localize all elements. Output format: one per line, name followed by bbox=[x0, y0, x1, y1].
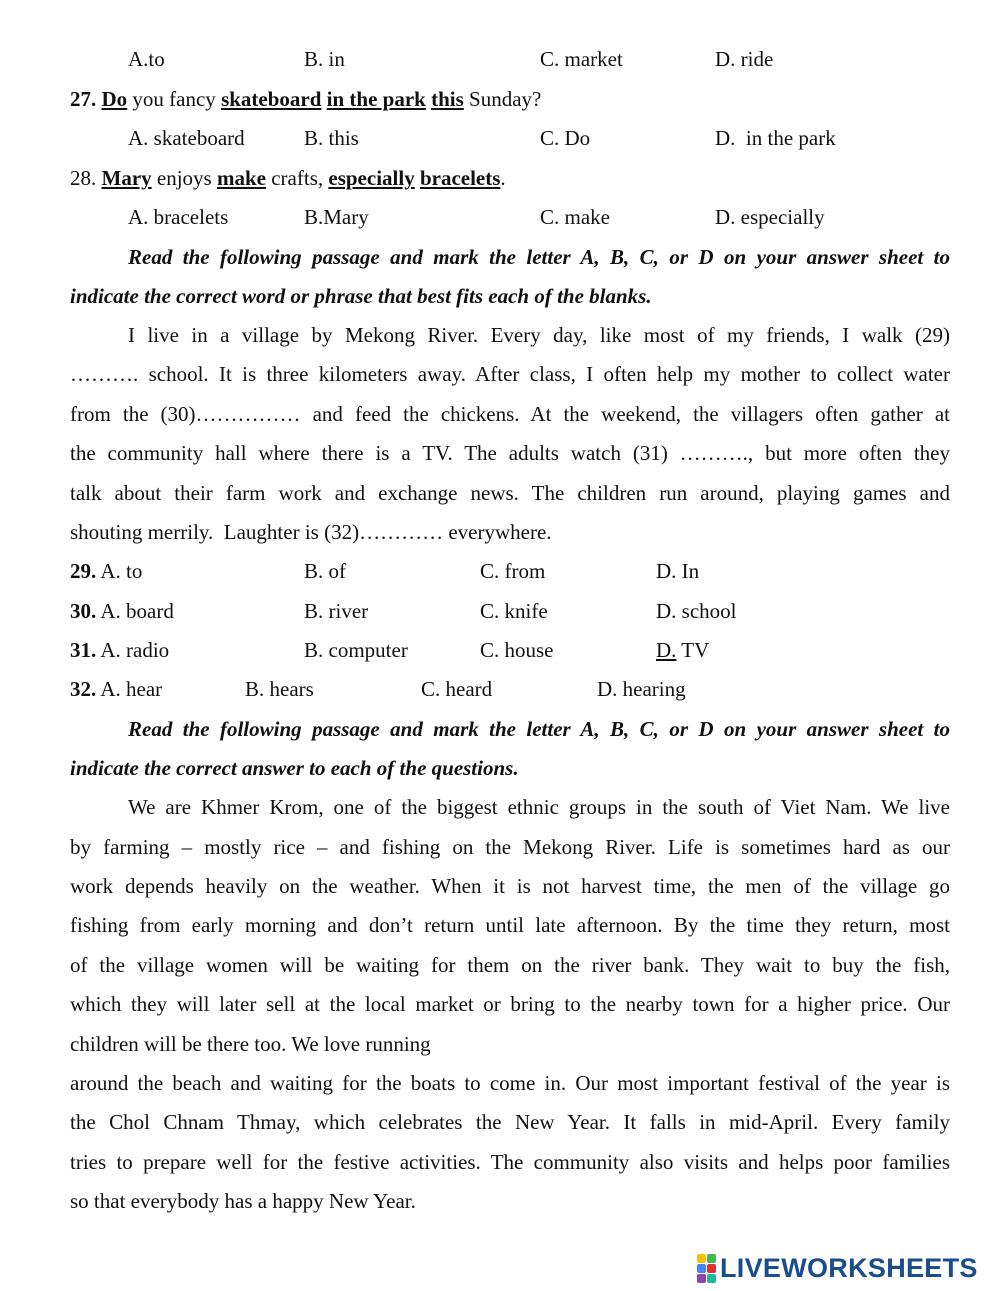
text: enjoys bbox=[151, 166, 217, 190]
q29-option-d: D. In bbox=[656, 559, 700, 583]
instruction-1-line-2: indicate the correct word or phrase that best fits each of the blanks. bbox=[70, 284, 652, 308]
q27-option-d: D. in the park bbox=[715, 126, 836, 150]
passage-2-line: We are Khmer Krom, one of the biggest ethnic groups in the south of Viet Nam. We live bbox=[128, 795, 950, 819]
q27-option-c: C. Do bbox=[540, 126, 591, 150]
q27-option-a: A. skateboard bbox=[128, 126, 245, 150]
q26-option-b: B. in bbox=[304, 47, 345, 71]
text: Sunday? bbox=[463, 87, 542, 111]
question-number: 29. bbox=[70, 559, 97, 583]
q27-option-b: B. this bbox=[304, 126, 359, 150]
passage-1-line: shouting merrily. Laughter is (32)………… everywhere. bbox=[70, 520, 552, 544]
text: crafts, bbox=[265, 166, 329, 190]
q29-option-a: A. to bbox=[96, 559, 143, 583]
text: . bbox=[500, 166, 506, 190]
text: TV bbox=[676, 638, 710, 662]
question-29 bbox=[70, 557, 142, 585]
passage-1-line: talk about their farm work and exchange news. The children run around, playing games and bbox=[70, 481, 950, 505]
passage-2-line: around the beach and waiting for the boats to come in. Our most important festival of the year is bbox=[70, 1071, 950, 1095]
question-32 bbox=[70, 675, 162, 703]
question-number: 27. bbox=[70, 87, 97, 111]
q31-option-b: B. computer bbox=[304, 638, 408, 662]
passage-2-line: so that everybody has a happy New Year. bbox=[70, 1189, 416, 1213]
question-number: 31. bbox=[70, 638, 97, 662]
passage-2-line: work depends heavily on the weather. When it is not harvest time, the men of the village go bbox=[70, 874, 950, 898]
q26-option-c: C. market bbox=[540, 47, 623, 71]
q28-option-d: D. especially bbox=[715, 205, 825, 229]
underlined-word: bracelets bbox=[419, 166, 501, 190]
q31-option-c: C. house bbox=[480, 638, 554, 662]
text: you fancy bbox=[127, 87, 222, 111]
q29-option-b: B. of bbox=[304, 559, 346, 583]
underlined-word: especially bbox=[328, 166, 415, 190]
q32-option-a: A. hear bbox=[96, 677, 163, 701]
underlined-word: in the park bbox=[326, 87, 426, 111]
passage-1-line: the community hall where there is a TV. The adults watch (31) ………., but more often they bbox=[70, 441, 950, 465]
passage-2-line: fishing from early morning and don’t return until late afternoon. By the time they return, most bbox=[70, 913, 950, 937]
q29-option-c: C. from bbox=[480, 559, 546, 583]
logo-square bbox=[697, 1254, 706, 1263]
passage-2-line: which they will later sell at the local market or bring to the nearby town for a higher price. Our bbox=[70, 992, 950, 1016]
liveworksheets-logo-icon bbox=[697, 1254, 716, 1283]
q32-option-d: D. hearing bbox=[597, 677, 686, 701]
question-28 bbox=[70, 164, 506, 192]
passage-2-line: the Chol Chnam Thmay, which celebrates the New Year. It falls in mid-April. Every family bbox=[70, 1110, 950, 1134]
underlined-word: Mary bbox=[101, 166, 152, 190]
logo-square bbox=[707, 1274, 716, 1283]
q30-option-b: B. river bbox=[304, 599, 369, 623]
question-31 bbox=[70, 636, 169, 664]
question-number: 32. bbox=[70, 677, 97, 701]
q26-option-a: A.to bbox=[128, 47, 165, 71]
underlined-word: make bbox=[216, 166, 266, 190]
passage-2-line: by farming – mostly rice – and fishing on the Mekong River. Life is sometimes hard as our bbox=[70, 835, 950, 859]
logo-text: LIVEWORKSHEETS bbox=[720, 1252, 978, 1283]
question-number: 30. bbox=[70, 599, 97, 623]
logo-square bbox=[707, 1254, 716, 1263]
q30-option-c: C. knife bbox=[480, 599, 548, 623]
question-number: 28. bbox=[70, 166, 102, 190]
underlined-word: this bbox=[431, 87, 464, 111]
instruction-2-line-2: indicate the correct answer to each of the questions. bbox=[70, 756, 519, 780]
passage-1-line: from the (30)…………… and feed the chickens. At the weekend, the villagers often gather at bbox=[70, 402, 950, 426]
q28-option-c: C. make bbox=[540, 205, 610, 229]
q28-option-a: A. bracelets bbox=[128, 205, 229, 229]
q26-option-d: D. ride bbox=[715, 47, 774, 71]
question-27 bbox=[70, 85, 541, 113]
passage-1-line: ………. school. It is three kilometers away. After class, I often help my mother to collect water bbox=[70, 362, 950, 386]
q32-option-c: C. heard bbox=[421, 677, 493, 701]
logo-square bbox=[697, 1264, 706, 1273]
q31-option-d bbox=[656, 636, 709, 664]
passage-2-line: of the village women will be waiting for them on the river bank. They wait to buy the fish, bbox=[70, 953, 950, 977]
underlined-word: skateboard bbox=[221, 87, 322, 111]
q32-option-b: B. hears bbox=[245, 677, 314, 701]
q31-option-a: A. radio bbox=[96, 638, 170, 662]
q30-option-a: A. board bbox=[96, 599, 174, 623]
liveworksheets-logo bbox=[697, 1250, 978, 1286]
underlined-word: Do bbox=[101, 87, 128, 111]
question-30 bbox=[70, 597, 174, 625]
instruction-2-line-1: Read the following passage and mark the letter A, B, C, or D on your answer sheet to bbox=[128, 717, 950, 741]
instruction-1-line-1: Read the following passage and mark the letter A, B, C, or D on your answer sheet to bbox=[128, 245, 950, 269]
logo-square bbox=[697, 1274, 706, 1283]
logo-square bbox=[707, 1264, 716, 1273]
underlined-letter: D. bbox=[656, 638, 677, 662]
passage-2-line: children will be there too. We love running bbox=[70, 1032, 431, 1056]
passage-2-line: tries to prepare well for the festive activities. The community also visits and helps poor families bbox=[70, 1150, 950, 1174]
q30-option-d: D. school bbox=[656, 599, 737, 623]
passage-1-line: I live in a village by Mekong River. Every day, like most of my friends, I walk (29) bbox=[128, 323, 950, 347]
q28-option-b: B.Mary bbox=[304, 205, 369, 229]
